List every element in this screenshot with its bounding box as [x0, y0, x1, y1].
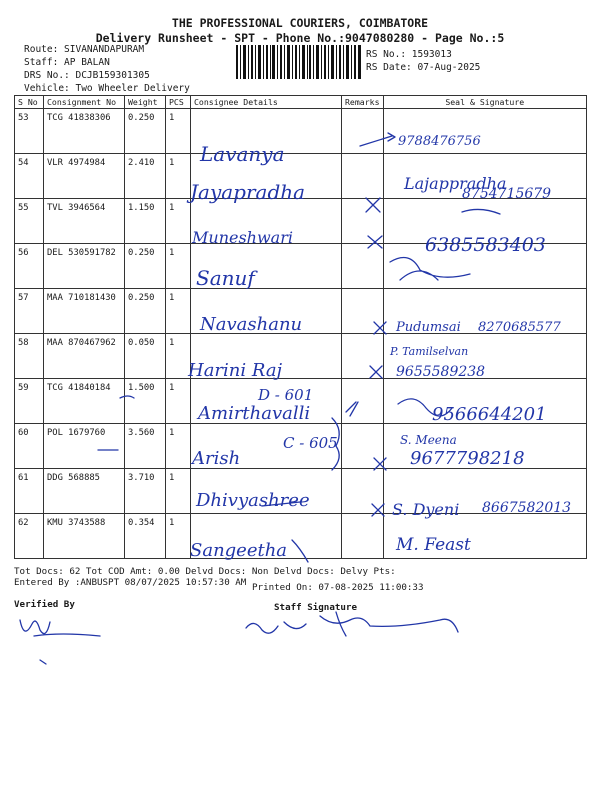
handwritten-phone: 9566644201 — [432, 404, 547, 425]
col-pcs-header: PCS — [166, 96, 191, 109]
col-seal-header: Seal & Signature — [383, 96, 586, 109]
row-remarks — [342, 379, 384, 424]
row-remarks — [342, 244, 384, 289]
row-pcs: 1 — [166, 199, 191, 244]
row-pcs: 1 — [166, 334, 191, 379]
row-consignment: DDG 568885 — [44, 469, 125, 514]
handwritten-name: Navashanu — [200, 314, 303, 335]
handwritten-name: Lavanya — [200, 142, 285, 166]
row-remarks — [342, 154, 384, 199]
row-sno: 59 — [15, 379, 44, 424]
entered-by: Entered By :ANBUSPT 08/07/2025 10:57:30 AM — [14, 577, 247, 588]
handwritten-name: Dhivyashree — [196, 490, 310, 511]
verified-by-label: Verified By — [14, 599, 75, 610]
col-remarks-header: Remarks — [342, 96, 384, 109]
row-pcs: 1 — [166, 154, 191, 199]
handwritten-name: Jayapradha — [190, 180, 306, 204]
barcode-image — [236, 45, 361, 79]
row-remarks — [342, 199, 384, 244]
route-label: Route: SIVANANDAPURAM — [24, 44, 145, 55]
table-row — [15, 514, 587, 559]
drs-number: DRS No.: DCJB159301305 — [24, 70, 150, 81]
table-header-row — [15, 96, 587, 109]
rs-number: RS No.: 1593013 — [366, 49, 452, 60]
handwritten-phone: 9677798218 — [410, 448, 525, 469]
staff-label: Staff: AP BALAN — [24, 57, 110, 68]
handwritten-name: Sanuf — [196, 266, 255, 290]
row-weight: 1.500 — [125, 379, 166, 424]
row-consignment: MAA 710181430 — [44, 289, 125, 334]
row-consignment: TVL 3946564 — [44, 199, 125, 244]
row-weight: 0.250 — [125, 289, 166, 334]
handwritten-name: Muneshwari — [192, 228, 293, 247]
row-pcs: 1 — [166, 109, 191, 154]
row-weight: 0.354 — [125, 514, 166, 559]
row-weight: 0.250 — [125, 244, 166, 289]
staff-signature-label: Staff Signature — [274, 602, 357, 613]
runsheet-title: THE PROFESSIONAL COURIERS, COIMBATORE — [171, 16, 429, 30]
handwritten-name: Arish — [192, 448, 241, 469]
row-consignment: MAA 870467962 — [44, 334, 125, 379]
table-row — [15, 334, 587, 379]
row-consignment: VLR 4974984 — [44, 154, 125, 199]
row-pcs: 1 — [166, 514, 191, 559]
row-remarks — [342, 514, 384, 559]
handwritten-flat: C - 605 — [283, 434, 338, 452]
handwritten-flat: D - 601 — [258, 386, 314, 404]
handwritten-signature: S. Dyeni — [392, 500, 460, 519]
row-weight: 0.250 — [125, 109, 166, 154]
runsheet-subtitle: Delivery Runsheet - SPT - Phone No.:9047080280 - Page No.:5 — [95, 31, 505, 45]
row-weight: 3.560 — [125, 424, 166, 469]
row-consignment: KMU 3743588 — [44, 514, 125, 559]
handwritten-phone: 8270685577 — [478, 320, 561, 335]
col-weight-header: Weight — [125, 96, 166, 109]
col-consignee-header: Consignee Details — [191, 96, 342, 109]
row-pcs: 1 — [166, 379, 191, 424]
row-remarks — [342, 469, 384, 514]
row-remarks — [342, 334, 384, 379]
row-weight: 0.050 — [125, 334, 166, 379]
row-sno: 56 — [15, 244, 44, 289]
printed-on: Printed On: 07-08-2025 11:00:33 — [252, 582, 424, 593]
row-weight: 1.150 — [125, 199, 166, 244]
handwritten-phone: 8754715679 — [462, 186, 552, 202]
handwritten-signature: Pudumsai — [396, 320, 461, 335]
row-consignment: DEL 530591782 — [44, 244, 125, 289]
handwritten-name: Harini Raj — [188, 360, 283, 381]
handwritten-signature: S. Meena — [400, 433, 457, 447]
row-sno: 54 — [15, 154, 44, 199]
row-sno: 53 — [15, 109, 44, 154]
handwritten-phone: 6385583403 — [425, 234, 546, 256]
handwritten-phone: 8667582013 — [482, 500, 572, 516]
row-consignment: POL 1679760 — [44, 424, 125, 469]
handwritten-name: Sangeetha — [190, 540, 288, 561]
row-sno: 57 — [15, 289, 44, 334]
row-pcs: 1 — [166, 469, 191, 514]
col-sno-header: S No — [15, 96, 44, 109]
handwritten-signature: Lajappradha — [404, 174, 507, 193]
table-row — [15, 109, 587, 154]
row-sno: 55 — [15, 199, 44, 244]
row-consignment: TCG 41840184 — [44, 379, 125, 424]
row-pcs: 1 — [166, 424, 191, 469]
row-pcs: 1 — [166, 289, 191, 334]
row-sno: 58 — [15, 334, 44, 379]
totals-line: Tot Docs: 62 Tot COD Amt: 0.00 Delvd Docs: Non Delvd Docs: Delvy Pts: — [14, 566, 396, 577]
row-remarks — [342, 424, 384, 469]
row-remarks — [342, 289, 384, 334]
handwritten-phone: 9788476756 — [398, 134, 481, 149]
row-sno: 60 — [15, 424, 44, 469]
col-consignment-header: Consignment No — [44, 96, 125, 109]
row-weight: 3.710 — [125, 469, 166, 514]
row-remarks — [342, 109, 384, 154]
handwritten-signature: M. Feast — [396, 535, 471, 555]
row-consignment: TCG 41838306 — [44, 109, 125, 154]
row-sno: 62 — [15, 514, 44, 559]
vehicle-label: Vehicle: Two Wheeler Delivery — [24, 83, 190, 94]
row-sno: 61 — [15, 469, 44, 514]
row-pcs: 1 — [166, 244, 191, 289]
handwritten-signature: P. Tamilselvan — [390, 345, 469, 358]
rs-date: RS Date: 07-Aug-2025 — [366, 62, 481, 73]
handwritten-phone: 9655589238 — [396, 364, 486, 380]
handwritten-name: Amirthavalli — [198, 403, 311, 424]
row-weight: 2.410 — [125, 154, 166, 199]
